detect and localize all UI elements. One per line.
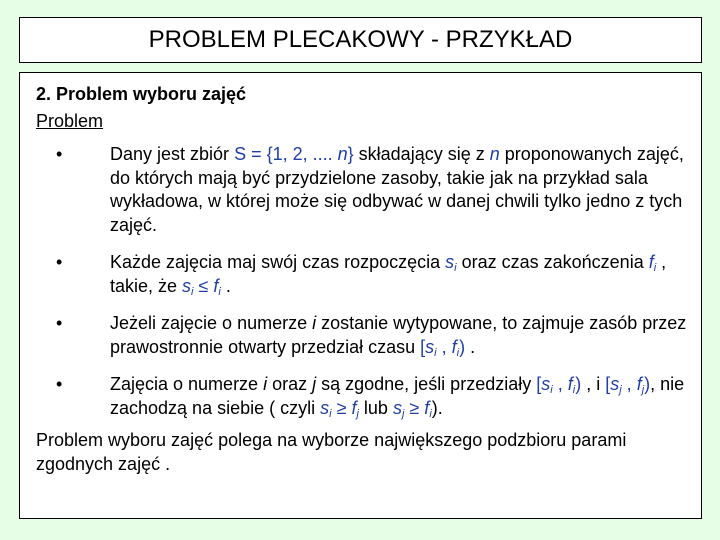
bullet-icon: • <box>56 252 63 272</box>
bullet-icon: • <box>56 313 63 333</box>
section-subheading: Problem <box>36 111 104 131</box>
section-heading: 2. Problem wyboru zajęć <box>36 84 247 104</box>
slide-title: PROBLEM PLECAKOWY - PRZYKŁAD <box>19 17 702 63</box>
summary-text: Problem wyboru zajęć polega na wyborze największego podzbioru parami zgodnych zajęć . <box>36 430 627 474</box>
bullet-list <box>36 143 701 420</box>
bullet-item-4: • Zajęcia o numerze i oraz j są zgodne, jeśli przedziały [$s_i$ , $f_i$) , i [$s_j$ , $f_j$), nie zachodzą na siebie ( czyli $s_i \ge f_j$ lub $s_j \ge f_i$). <box>56 374 685 420</box>
bullet-icon: • <box>56 374 63 394</box>
bullet-item-3: • Jeżeli zajęcie o numerze i zostanie wytypowane, to zajmuje zasób przez prawostronnie otwarty przedział czasu [$s_i$ , $f_i$) . <box>56 313 687 359</box>
bullet-item-1: • Dany jest zbiór S = {1, 2, .... n} składający się z n proponowanych zajęć, do których mają być przydzielone zasoby, takie jak na przykład sala wykładowa, w której może się odbywać w danej chwili tylko jedno z tych zajęć. <box>56 144 684 235</box>
bullet-item-2: • Każde zajęcia maj swój czas rozpoczęcia $s_i$ oraz czas zakończenia $f_i$ , takie, że $s_i \le f_i$ . <box>56 252 667 298</box>
slide-content <box>19 72 702 519</box>
bullet-icon: • <box>56 144 63 164</box>
